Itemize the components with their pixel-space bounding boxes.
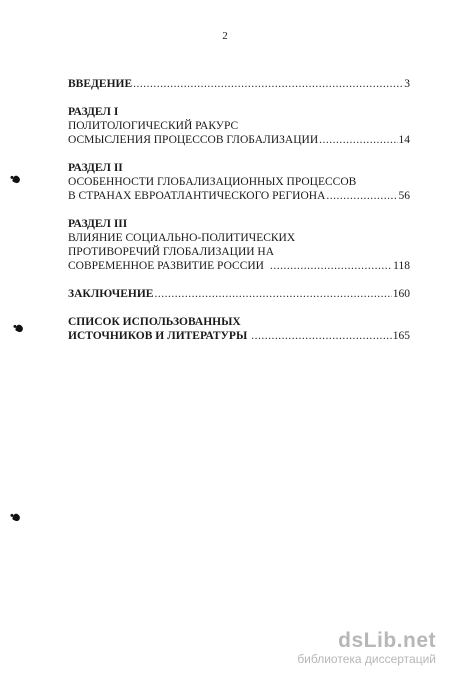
toc-line: [68, 329, 410, 343]
toc-heading: ВВЕДЕНИЕ: [68, 78, 133, 90]
toc-entry-section-2: [68, 161, 410, 203]
toc-line: ВЛИЯНИЕ СОЦИАЛЬНО-ПОЛИТИЧЕСКИХ: [68, 232, 296, 244]
toc-entry-bibliography: [68, 315, 410, 343]
toc-line-text: ИСТОЧНИКОВ И ЛИТЕРАТУРЫ: [68, 330, 248, 342]
dot-leader: [319, 133, 397, 147]
toc-entry-conclusion: [68, 287, 410, 301]
toc-line: [68, 287, 410, 301]
watermark: [297, 630, 436, 666]
toc-line-text: В СТРАНАХ ЕВРОАТЛАНТИЧЕСКОГО РЕГИОНА: [68, 190, 326, 202]
scan-mark: [12, 175, 21, 184]
toc-heading: РАЗДЕЛ II: [68, 162, 123, 174]
toc-page-number: 160: [392, 288, 410, 300]
toc-line-text: СОВРЕМЕННОЕ РАЗВИТИЕ РОССИИ: [68, 260, 264, 272]
dot-leader: [154, 287, 391, 301]
toc-page-number: 14: [398, 134, 410, 146]
toc-page-number: 118: [393, 260, 410, 272]
table-of-contents: [68, 77, 410, 343]
page-number: 2: [222, 30, 228, 42]
dot-leader: [251, 329, 392, 343]
toc-line: [68, 189, 410, 203]
toc-line: [68, 77, 410, 91]
toc-line: [68, 133, 410, 147]
dot-leader: [326, 189, 397, 203]
toc-line-text: ОСМЫСЛЕНИЯ ПРОЦЕССОВ ГЛОБАЛИЗАЦИИ: [68, 134, 319, 146]
scan-mark: [15, 324, 24, 333]
scan-mark: [12, 513, 21, 522]
dot-leader: [270, 259, 392, 273]
watermark-subtitle: библиотека диссертаций: [297, 652, 436, 666]
toc-page-number: 3: [404, 78, 410, 90]
toc-line: ПОЛИТОЛОГИЧЕСКИЙ РАКУРС: [68, 120, 239, 132]
toc-heading: СПИСОК ИСПОЛЬЗОВАННЫХ: [68, 316, 241, 328]
dot-leader: [133, 77, 403, 91]
toc-page-number: 56: [398, 190, 410, 202]
toc-heading: ЗАКЛЮЧЕНИЕ: [68, 288, 154, 300]
toc-line: ПРОТИВОРЕЧИЙ ГЛОБАЛИЗАЦИИ НА: [68, 246, 275, 258]
toc-line: ОСОБЕННОСТИ ГЛОБАЛИЗАЦИОННЫХ ПРОЦЕССОВ: [68, 176, 357, 188]
toc-entry-section-1: [68, 105, 410, 147]
toc-entry-section-3: [68, 217, 410, 273]
toc-entry-introduction: [68, 77, 410, 91]
toc-heading: РАЗДЕЛ I: [68, 106, 119, 118]
toc-line: [68, 259, 410, 273]
toc-page-number: 165: [392, 330, 410, 342]
watermark-logo: dsLib.net: [338, 629, 436, 652]
toc-heading: РАЗДЕЛ III: [68, 218, 128, 230]
